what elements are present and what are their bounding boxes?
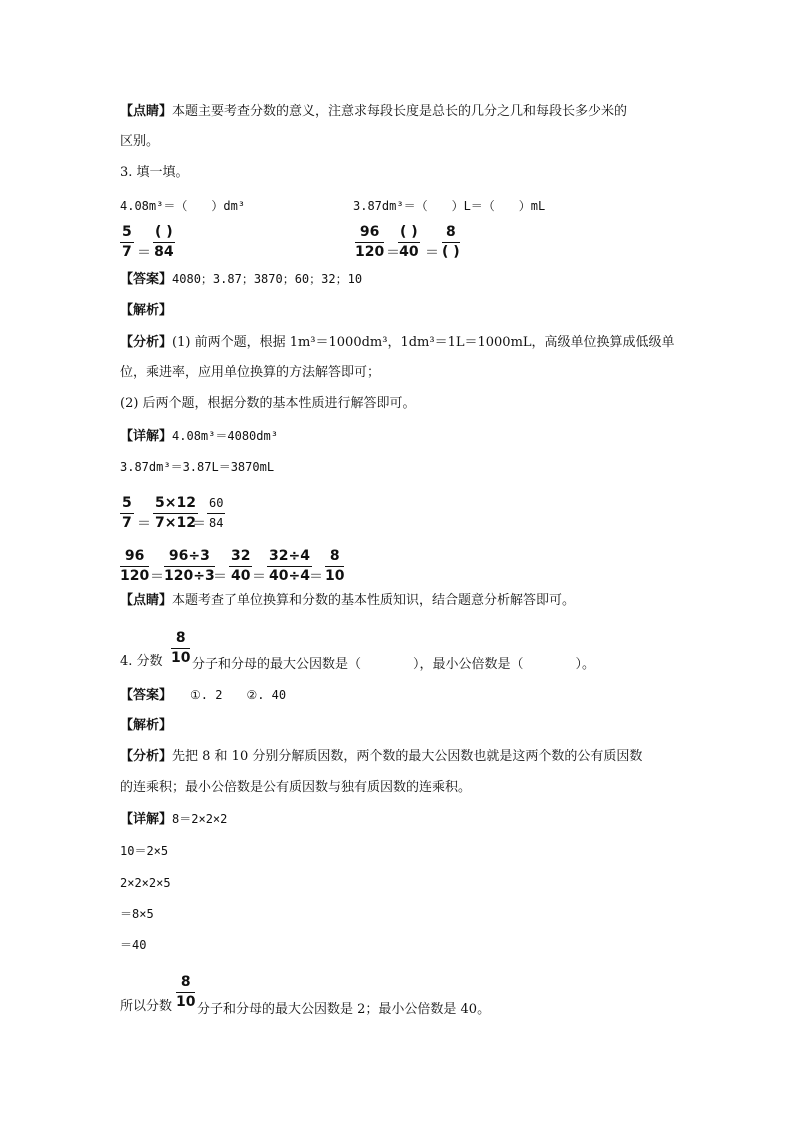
d3-frac-5-7: $\frac{5}{7}$: [122, 495, 132, 531]
equals-sign: ＝: [137, 245, 151, 261]
equals-sign: ＝: [192, 516, 206, 532]
fenxi-3-line-1: 【分析】(1) 前两个题，根据 1m³＝1000dm³，1dm³＝1L＝1000mL，高级单位换算成低级单: [120, 335, 675, 350]
dianjing-label: 【点睛】: [120, 104, 173, 119]
answer-3-text: 4080；3.87；3870；60；32；10: [172, 272, 363, 286]
dianjing-text-1: 本题主要考查分数的意义，注意求每段长度是总长的几分之几和每段长多少米的: [172, 104, 628, 119]
detail-label: 【详解】: [120, 812, 173, 827]
d3-frac-96-120: $\frac{96}{120}$: [120, 548, 150, 584]
equals-sign: ＝: [150, 569, 164, 585]
q3-fraction-blank-84: ( ) 84: [154, 224, 174, 260]
equals-sign: ＝: [213, 569, 227, 585]
question-4-post: 分子和分母的最大公因数是（ ），最小公倍数是（ ）。: [192, 657, 596, 672]
q4-fraction-8-10: $\frac{8}{10}$: [171, 630, 191, 666]
fenxi-4-line-1: 【分析】先把 8 和 10 分别分解质因数，两个数的最大公因数也就是这两个数的公有质因数: [120, 749, 643, 764]
answer-3: [120, 270, 362, 289]
equals-sign: ＝: [252, 569, 266, 585]
fenxi-label: 【分析】: [120, 749, 173, 764]
q3-fraction-5-7: $\frac{5}{7}$: [122, 224, 132, 260]
detail-4-line-4: ＝8×5: [120, 907, 154, 921]
dianjing-3: 【点睛】本题考查了单位换算和分数的基本性质知识，结合题意分析解答即可。: [120, 593, 576, 608]
equals-sign: ＝: [137, 516, 151, 532]
dianjing-text-2: 区别。: [120, 134, 160, 149]
detail-4-line-5: ＝40: [120, 938, 147, 952]
detail-3-line-1: 【详解】4.08m³＝4080dm³: [120, 429, 278, 444]
q3-fraction-96-120: $\frac{96}{120}$: [355, 224, 385, 260]
question-4-pre: 4. 分数: [120, 654, 163, 669]
answer-label: 【答案】: [120, 688, 173, 703]
fenxi-3-line-3: (2) 后两个题，根据分数的基本性质进行解答即可。: [120, 396, 416, 411]
conclusion-pre: 所以分数: [120, 999, 173, 1014]
fenxi-4-line-2: 的连乘积；最小公倍数是公有质因数与独有质因数的连乘积。: [120, 780, 472, 795]
fenxi-label: 【分析】: [120, 335, 173, 350]
analysis-label: 【解析】: [120, 303, 173, 318]
q3-fraction-8-blank: 8 ( ): [442, 224, 460, 260]
answer-label: 【答案】: [120, 272, 173, 287]
equals-sign: ＝: [386, 245, 400, 261]
q3-fraction-blank-40: ( ) 40: [399, 224, 419, 260]
question-3-item-a: 4.08m³＝（ ）dm³: [120, 199, 246, 213]
answer-4-text: ①. 2 ②. 40: [190, 688, 287, 702]
detail-4-line-3: 2×2×2×5: [120, 876, 171, 890]
detail-label: 【详解】: [120, 429, 173, 444]
question-3-item-b: 3.87dm³＝（ ）L＝（ ）mL: [353, 199, 546, 213]
detail-4-line-1: 【详解】8＝2×2×2: [120, 812, 228, 827]
question-3-title: 3. 填一填。: [120, 165, 189, 180]
detail-3-line-2: 3.87dm³＝3.87L＝3870mL: [120, 460, 275, 474]
d3-frac-96div3-120div3: $\frac{96\div 3}{120\div 3}$: [164, 548, 215, 584]
equals-sign: ＝: [309, 569, 323, 585]
fenxi-3-line-2: 位，乘进率，应用单位换算的方法解答即可；: [120, 365, 381, 380]
conclusion-post: 分子和分母的最大公因数是 2；最小公倍数是 40。: [197, 1002, 491, 1017]
analysis-label: 【解析】: [120, 718, 173, 733]
equals-sign: ＝: [425, 245, 439, 261]
d3-frac-5x12-7x12: $\frac{5\times 12}{7\times 12}$: [155, 495, 196, 531]
dianjing-label: 【点睛】: [120, 593, 173, 608]
d3-frac-8-10: $\frac{8}{10}$: [325, 548, 345, 584]
dianjing-line-1: [120, 103, 627, 121]
answer-4: [120, 686, 286, 705]
conclusion-fraction-8-10: $\frac{8}{10}$: [176, 974, 196, 1010]
d3-frac-60-84: $\frac{60}{84}$: [209, 496, 224, 530]
detail-4-line-2: 10＝2×5: [120, 844, 169, 858]
d3-frac-32div4-40div4: $\frac{32\div 4}{40\div 4}$: [269, 548, 310, 584]
d3-frac-32-40: $\frac{32}{40}$: [231, 548, 251, 584]
